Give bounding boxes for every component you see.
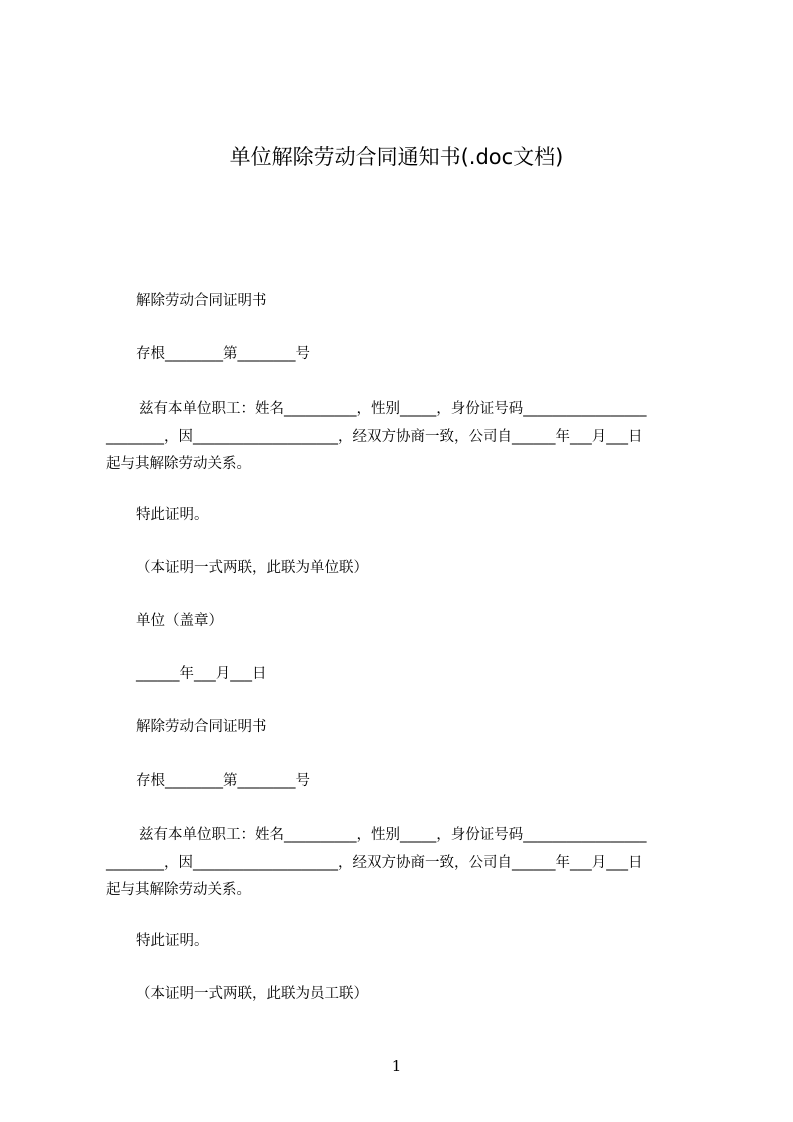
section1-unit-seal: 单位（盖章） bbox=[136, 613, 223, 629]
section1-date: ______年___月___日 bbox=[136, 666, 267, 682]
section2-body-line-2: ________，因____________________，经双方协商一致，公司自______年___月___日 bbox=[106, 855, 643, 871]
section2-certify: 特此证明。 bbox=[136, 933, 209, 949]
section1-note: （本证明一式两联，此联为单位联） bbox=[136, 560, 368, 576]
section2-heading: 解除劳动合同证明书 bbox=[136, 719, 267, 735]
section1-stub-line: 存根________第________号 bbox=[136, 346, 310, 362]
section2-note: （本证明一式两联，此联为员工联） bbox=[136, 986, 368, 1002]
section1-body-line-3: 起与其解除劳动关系。 bbox=[106, 456, 251, 472]
section2-body-line-3: 起与其解除劳动关系。 bbox=[106, 882, 251, 898]
page-number: 1 bbox=[391, 1057, 402, 1075]
section1-body-line-2: ________，因____________________，经双方协商一致，公司自______年___月___日 bbox=[106, 429, 643, 445]
section2-stub-line: 存根________第________号 bbox=[136, 773, 310, 789]
section1-heading: 解除劳动合同证明书 bbox=[136, 293, 267, 309]
document-title: 单位解除劳动合同通知书(.doc文档) bbox=[229, 145, 564, 169]
section1-body-line-1: 兹有本单位职工：姓名__________，性别_____，身份证号码_________________ bbox=[139, 401, 647, 417]
section1-certify: 特此证明。 bbox=[136, 507, 209, 523]
section2-body-line-1: 兹有本单位职工：姓名__________，性别_____，身份证号码_________________ bbox=[139, 827, 647, 843]
